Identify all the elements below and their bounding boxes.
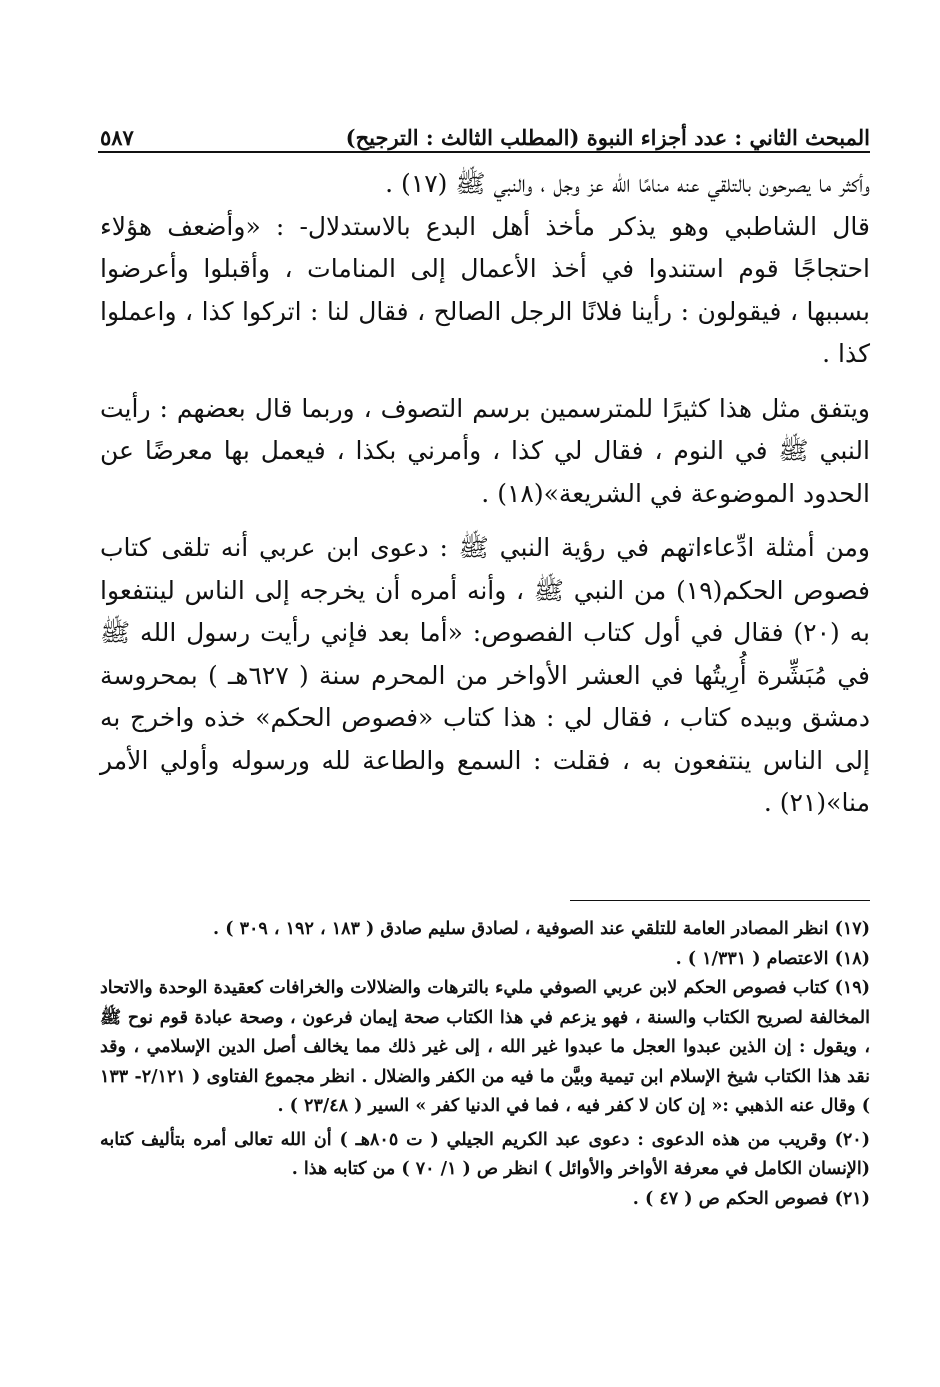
footnote: (١٨) الاعتصام ( ١/٣٣١ ) .	[675, 948, 870, 969]
footnote: (٢٠) وقريب من هذه الدعوى : دعوى عبد الكريم الجيلي ( ت ٨٠٥هـ ) أن الله تعالى أمره بتأليف كتابه (الإنسان الكامل في معرفة الأواخر والأوائل ) انظر ص ( ١/ ٧٠ ) من كتابه هذا .	[100, 1129, 870, 1179]
paragraph: ومن أمثلة ادِّعاءاتهم في رؤية النبي ﷺ : دعوى ابن عربي أنه تلقى كتاب فصوص الحكم(١٩) من النبي ﷺ ، وأنه أمره أن يخرجه إلى الناس لينتفعوا به (٢٠) فقال في أول كتاب الفصوص: «أما بعد فإني رأيت رسول الله ﷺ في مُبَشِّرة أُرِيتُها في العشر الأواخر من المحرم سنة ( ٦٢٧هـ ) بمحروسة دمشق وبيده كتاب ، فقال لي : هذا كتاب «فصوص الحكم» خذه واخرج به إلى الناس ينتفعون به ، فقلت : السمع والطاعة لله ورسوله وأولي الأمر منا»(٢١) .	[100, 533, 870, 817]
footnotes	[100, 915, 870, 1214]
footnote: (١٩) كتاب فصوص الحكم لابن عربي الصوفي مليء بالترهات والضلالات والخرافات كعقيدة الوحدة والاتحاد المخالفة لصريح الكتاب والسنة ، فهو يزعم في هذا الكتاب صحة إيمان فرعون ، وصحة عبادة قوم نوح ﷺ ، ويقول : إن الذين عبدوا العجل ما عبدوا غير الله ، إلى غير ذلك مما يخالف أصل الدين الإسلامي ، وقد نقد هذا الكتاب شيخ الإسلام ابن تيمية وبيَّن ما فيه من الكفر والضلال . انظر مجموع الفتاوى ( ٢/١٢١- ١٣٣ ) وقال عنه الذهبي :« إن كان لا كفر فيه ، فما في الدنيا كفر » السير ( ٢٣/٤٨ ) .	[100, 978, 871, 1116]
running-title: المبحث الثاني : عدد أجزاء النبوة (المطلب الثالث : الترجيح)	[345, 125, 870, 150]
paragraph: قال الشاطبي وهو يذكر مأخذ أهل البدع بالاستدلال- : «وأضعف هؤلاء احتجاجًا قوم استندوا في أخذ الأعمال إلى المنامات ، وأقبلوا وأعرضوا بسببها ، فيقولون : رأينا فلانًا الرجل الصالح ، فقال لنا : اتركوا كذا ، واعملوا كذا .	[100, 211, 870, 368]
page-header	[100, 112, 870, 150]
footnote: (٢١) فصوص الحكم ص ( ٤٧ ) .	[632, 1188, 870, 1209]
main-text	[100, 163, 870, 825]
footnote-rule	[570, 900, 870, 901]
paragraph: وأكثر ما يصرحون بالتلقي عنه منامًا الله عز وجل ، والنبي ﷺ (١٧) .	[385, 169, 870, 198]
footnote: (١٧) انظر المصادر العامة للتلقي عند الصوفية ، لصادق سليم صادق ( ١٨٣ ، ١٩٢ ، ٣٠٩ ) .	[213, 919, 870, 939]
page-number: ٥٨٧	[100, 125, 134, 150]
paragraph: ويتفق مثل هذا كثيرًا للمترسمين برسم التصوف ، وربما قال بعضهم : رأيت النبي ﷺ في النوم ، فقال لي كذا ، وأمرني بكذا ، فيعمل بها معرضًا عن الحدود الموضوعة في الشريعة»(١٨) .	[100, 393, 870, 508]
header-rule	[98, 151, 870, 153]
